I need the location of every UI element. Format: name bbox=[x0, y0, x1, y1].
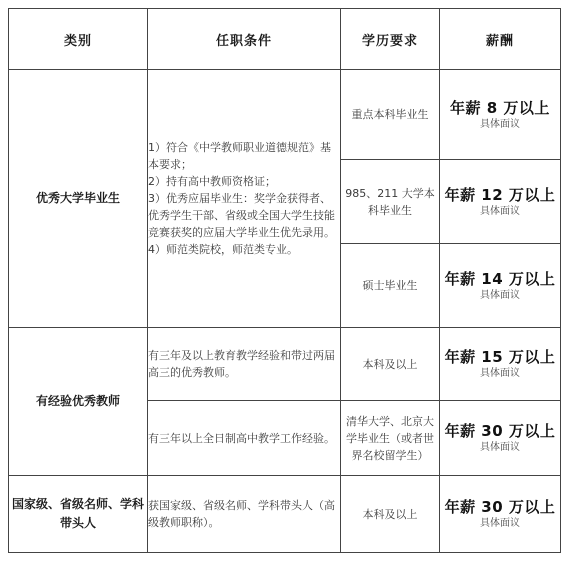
salary-amount: 年薪 14 万以上 bbox=[444, 269, 556, 288]
header-requirements: 任职条件 bbox=[148, 9, 341, 70]
requirement-line: 4）师范类院校，师范类专业。 bbox=[148, 243, 298, 256]
salary-note: 具体面议 bbox=[480, 118, 520, 130]
requirement-line: 2）持有高中教师资格证； bbox=[148, 175, 276, 188]
salary-amount: 年薪 30 万以上 bbox=[444, 498, 556, 516]
salary-amount: 年薪 8 万以上 bbox=[450, 98, 550, 117]
category-famous: 国家级、省级名师、学科带头人 bbox=[9, 476, 148, 553]
salary-cell bbox=[440, 328, 561, 401]
requirement-cell: 获国家级、省级名师、学科带头人（高级教师职称）。 bbox=[148, 476, 341, 553]
header-salary: 薪酬 bbox=[440, 9, 561, 70]
header-education: 学历要求 bbox=[341, 9, 440, 70]
salary-note: 具体面议 bbox=[480, 205, 520, 217]
salary-amount: 年薪 15 万以上 bbox=[444, 348, 556, 366]
salary-cell bbox=[440, 160, 561, 244]
requirements-graduates bbox=[148, 70, 341, 328]
salary-amount: 年薪 30 万以上 bbox=[444, 422, 556, 440]
requirement-cell: 有三年及以上教育教学经验和带过两届高三的优秀教师。 bbox=[148, 328, 341, 401]
education-cell: 硕士毕业生 bbox=[341, 244, 440, 328]
salary-amount: 年薪 12 万以上 bbox=[444, 185, 556, 204]
category-graduates: 优秀大学毕业生 bbox=[9, 70, 148, 328]
table-row bbox=[9, 70, 561, 160]
salary-note: 具体面议 bbox=[480, 368, 520, 379]
header-row bbox=[9, 9, 561, 70]
header-category: 类别 bbox=[9, 9, 148, 70]
salary-cell bbox=[440, 401, 561, 476]
education-cell: 本科及以上 bbox=[341, 328, 440, 401]
category-experienced: 有经验优秀教师 bbox=[9, 328, 148, 476]
requirement-cell: 有三年以上全日制高中教学工作经验。 bbox=[148, 401, 341, 476]
education-cell: 清华大学、北京大学毕业生（或者世界名校留学生） bbox=[341, 401, 440, 476]
salary-cell bbox=[440, 70, 561, 160]
table-row bbox=[9, 476, 561, 553]
salary-cell bbox=[440, 476, 561, 553]
requirement-line: 3）优秀应届毕业生：奖学金获得者、优秀学生干部、省级或全国大学生技能竞赛获奖的应届大学毕业生优先录用。 bbox=[148, 192, 335, 239]
salary-cell bbox=[440, 244, 561, 328]
recruitment-table bbox=[8, 8, 561, 553]
salary-note: 具体面议 bbox=[480, 518, 520, 529]
education-cell: 本科及以上 bbox=[341, 476, 440, 553]
table-row bbox=[9, 328, 561, 401]
salary-note: 具体面议 bbox=[480, 289, 520, 301]
salary-note: 具体面议 bbox=[480, 442, 520, 453]
education-cell: 985、211 大学本科毕业生 bbox=[341, 160, 440, 244]
education-cell: 重点本科毕业生 bbox=[341, 70, 440, 160]
requirement-line: 1）符合《中学教师职业道德规范》基本要求； bbox=[148, 141, 331, 171]
